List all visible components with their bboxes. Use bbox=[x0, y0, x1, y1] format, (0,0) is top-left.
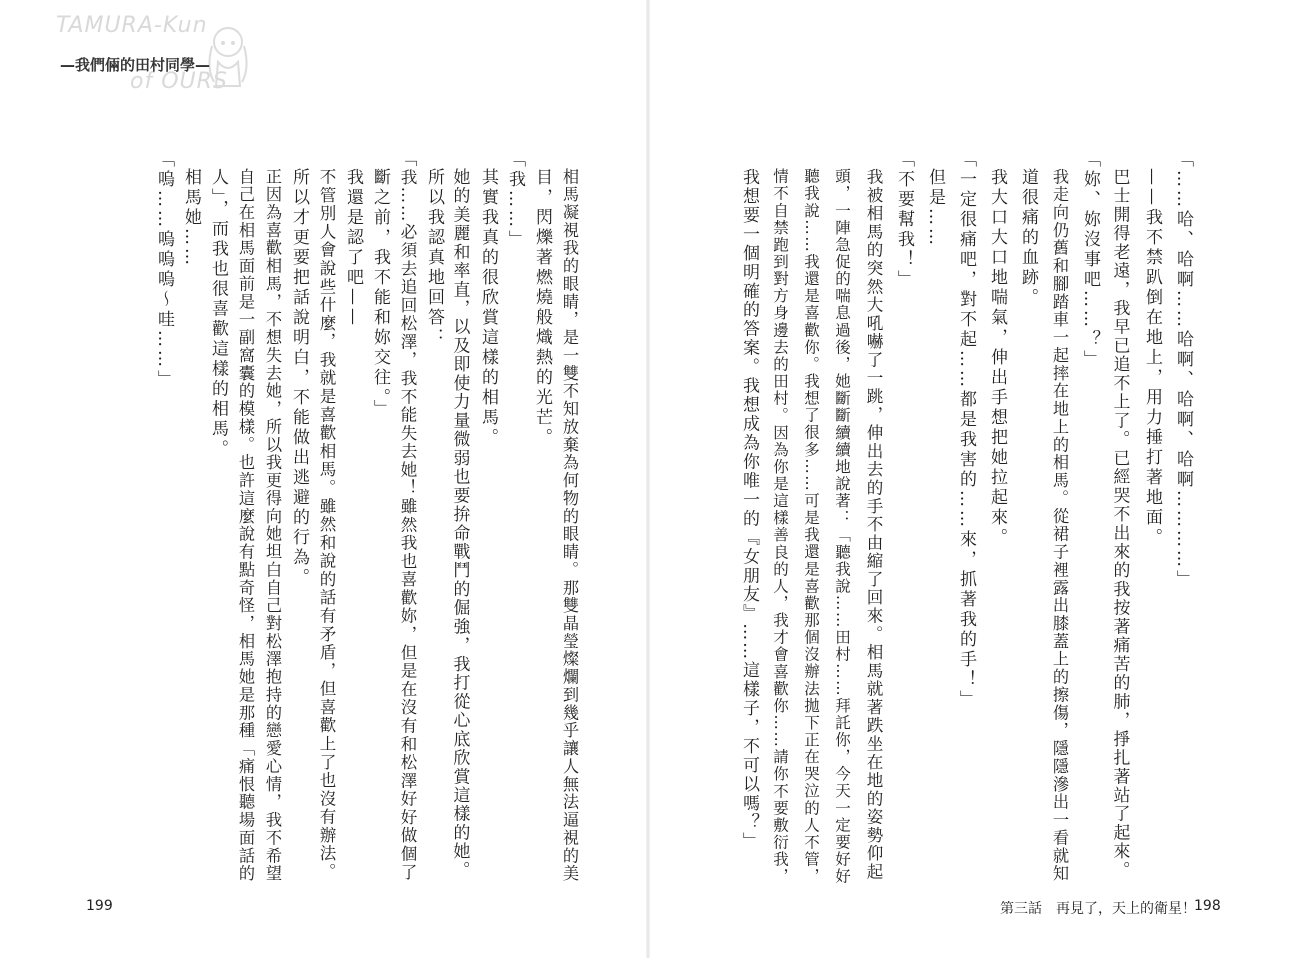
series-title: —我們倆的田村同學— bbox=[60, 56, 211, 74]
right-page-line: 我走向仍舊和腳踏車一起摔在地上的相馬。從裙子裡露出膝蓋上的擦傷，隱隱滲出一看就知 bbox=[1050, 168, 1069, 883]
chapter-folio: 第三話 再見了，天上的衛星！ bbox=[1000, 901, 1196, 917]
left-page-line: 不管別人會說些什麼，我就是喜歡相馬。雖然和說的話有矛盾，但喜歡上了也沒有辦法。 bbox=[317, 168, 336, 882]
right-page-line: ——我不禁趴倒在地上，用力捶打著地面。 bbox=[1142, 168, 1162, 548]
left-page-line: 她的美麗和率直，以及即使力量微弱也要拚命戰鬥的倔強，我打從心底欣賞這樣的她。 bbox=[451, 168, 471, 880]
left-page-line: 目，閃爍著燃燒般熾熱的光芒。 bbox=[532, 168, 552, 448]
right-page-line: 「……哈、哈啊……哈啊、哈啊、哈啊…………」 bbox=[1173, 150, 1193, 590]
right-page-line: 道很痛的血跡。 bbox=[1018, 168, 1038, 308]
left-page-line: 人」，而我也很喜歡這樣的相馬。 bbox=[208, 168, 228, 460]
left-page-line: 其實我真的很欣賞這樣的相馬。 bbox=[478, 168, 498, 448]
left-page-line: 所以才更要把話說明白，不能做出逃避的行為。 bbox=[289, 168, 309, 588]
right-page-line: 我大口大口地喘氣，伸出手想把她拉起來。 bbox=[987, 168, 1007, 548]
left-page-line: 相馬她…… bbox=[181, 168, 201, 268]
right-page-line: 頭，一陣急促的喘息過後，她斷斷續續地說著：「聽我說……田村……拜託你，今天一定要好好 bbox=[833, 168, 851, 886]
left-page-line: 「嗚……嗚嗚嗚～哇……」 bbox=[154, 150, 174, 390]
right-page-line: 「妳、妳沒事吧……？」 bbox=[1080, 150, 1100, 370]
left-page-line: 斷之前，我不能和妳交往。」 bbox=[370, 168, 390, 420]
right-page-line: 巴士開得老遠，我早已追不上了。已經哭不出來的我按著痛苦的肺，掙扎著站了起來。 bbox=[1111, 168, 1131, 880]
right-page-line: 我想要一個明確的答案。我想成為你唯一的『女朋友』……這樣子，不可以嗎？」 bbox=[739, 168, 759, 851]
left-page-line: 自己在相馬面前是一副窩囊的模樣。也許這麼說有點奇怪，相馬她是那種「痛恨聽場面話的 bbox=[236, 168, 255, 883]
left-page-line: 「我……」 bbox=[505, 150, 525, 250]
right-page-line: 「一定很痛吧，對不起……都是我害的……來，抓著我的手！」 bbox=[956, 150, 976, 710]
right-page-line: 情不自禁跑到對方身邊去的田村。因為你是這樣善良的人，我才會喜歡你……請你不要敷衍我， bbox=[771, 168, 789, 886]
left-page-line: 正因為喜歡相馬，不想失去她，所以我更得向她坦白自己對松澤抱持的戀愛心情，我不希望 bbox=[263, 168, 282, 883]
running-header: TAMURA-Kun of OURS —我們倆的田村同學— bbox=[52, 14, 232, 110]
right-page-line: 但是…… bbox=[925, 168, 945, 248]
right-page-line: 「不要幫我！」 bbox=[894, 150, 914, 290]
page-gutter bbox=[646, 0, 650, 958]
page-number-right: 198 bbox=[1194, 898, 1221, 914]
right-page-line: 聽我說……我還是喜歡你。我想了很多……可是我還是喜歡那個沒辦法拋下正在哭泣的人不管， bbox=[802, 168, 820, 886]
left-page-line: 相馬凝視我的眼睛，是一雙不知放棄為何物的眼睛。那雙晶瑩燦爛到幾乎讓人無法逼視的美 bbox=[560, 168, 579, 883]
left-page-line: 「我……必須去追回松澤，我不能失去她！雖然我也喜歡妳，但是在沒有和松澤好好做個了 bbox=[398, 150, 417, 882]
left-page-line: 所以我認真地回答： bbox=[424, 168, 444, 348]
right-page-line: 我被相馬的突然大吼嚇了一跳，伸出去的手不由縮了回來。相馬就著跌坐在地的姿勢仰起 bbox=[864, 168, 883, 882]
page-number-left: 199 bbox=[86, 898, 113, 914]
left-page-line: 我還是認了吧—— bbox=[343, 168, 363, 328]
